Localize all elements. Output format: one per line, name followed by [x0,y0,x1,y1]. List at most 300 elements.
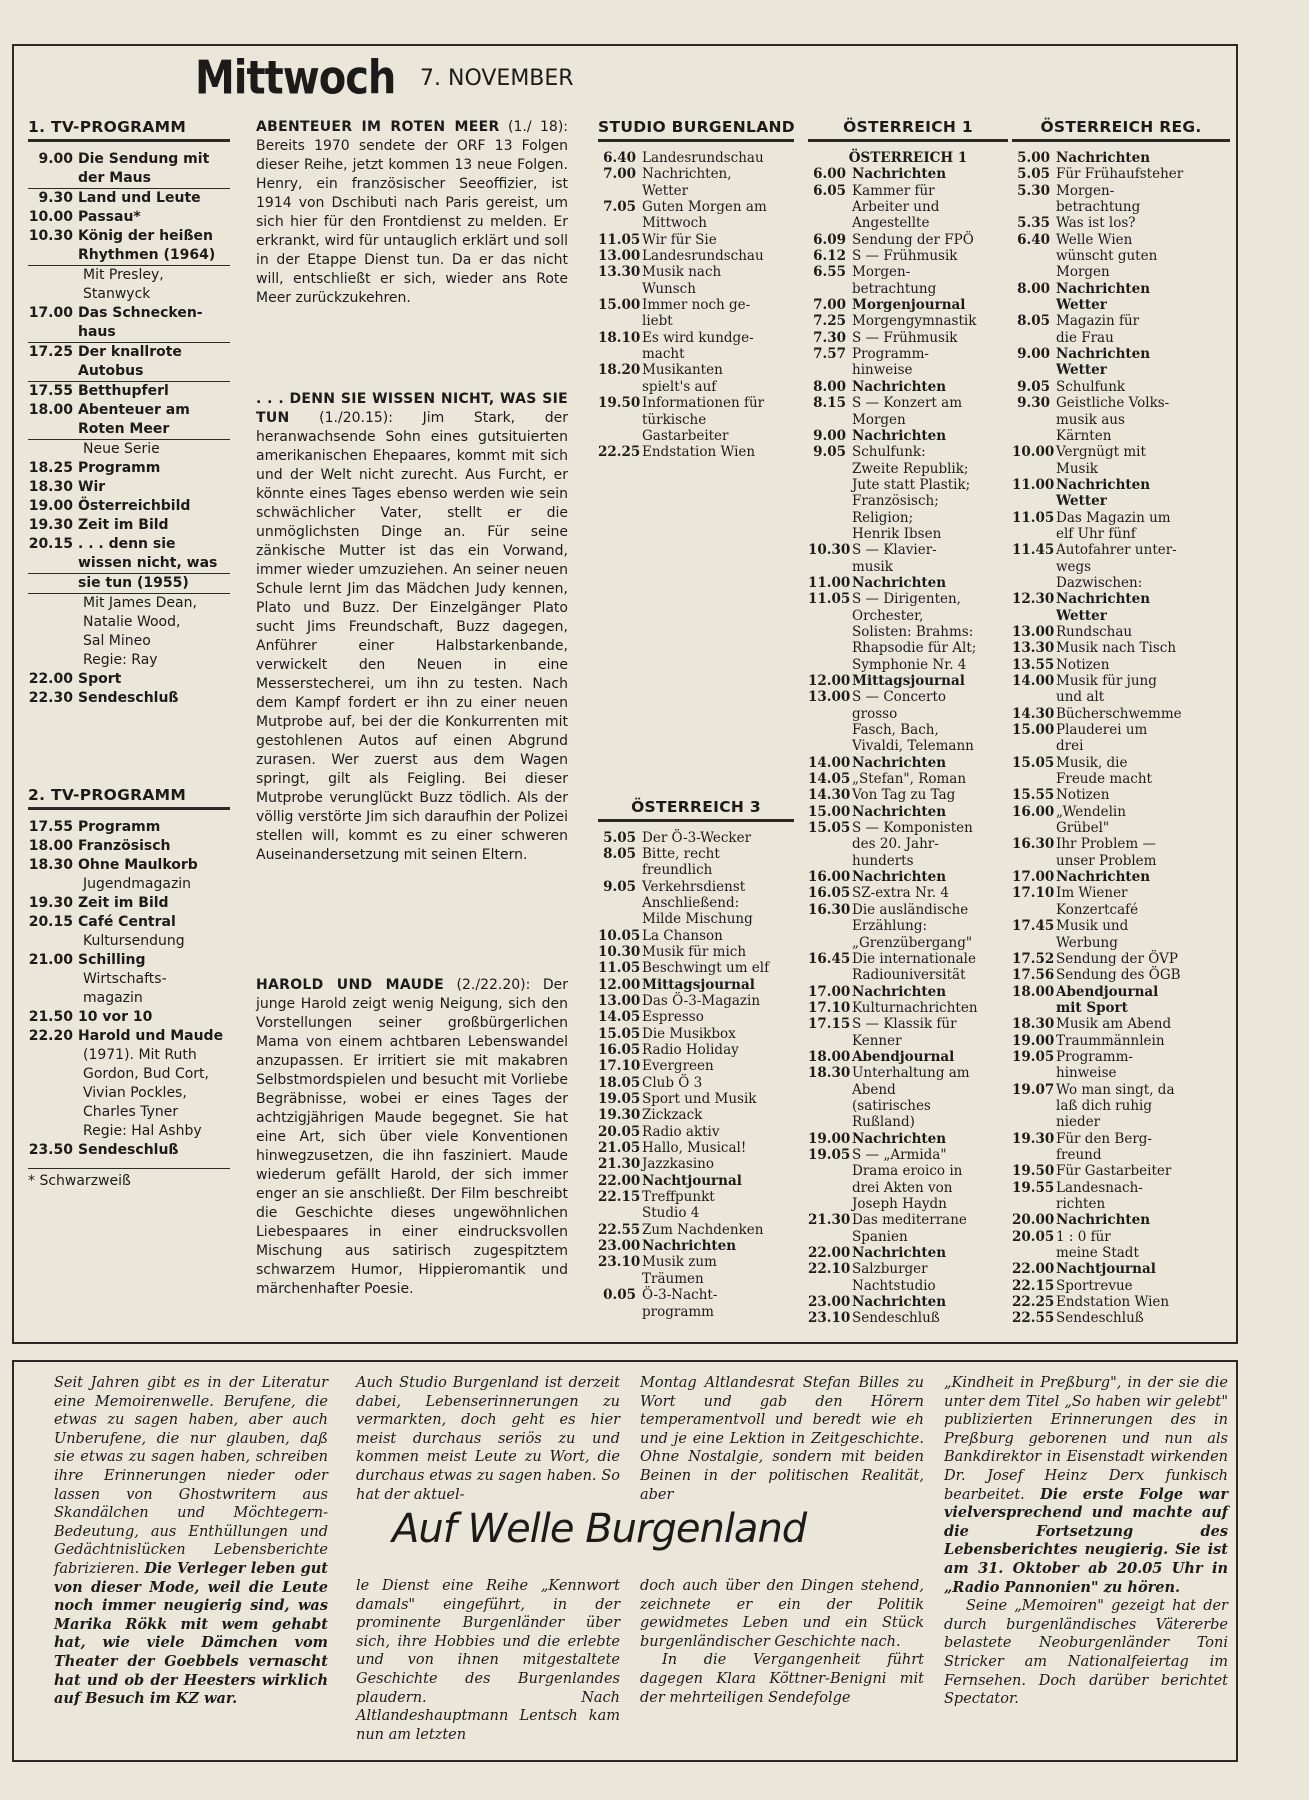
program-title: Schilling [78,952,146,968]
radio-time: 13.00 [808,689,851,706]
radio-time: 13.00 [1012,623,1055,640]
radio-row [808,428,1008,444]
radio-row [1012,183,1230,199]
radio-title: spielt's auf [642,378,717,395]
feature-col2-bottom: le Dienst eine Reihe „Kennwort damals" eingeführt, in der prominente Burgenländer über sich, ihre Hobbies und die erlebte und von ihnen mitgestaltete Geschichte des Burgenlandes plaudern. Nach Altlandeshauptmann Lentsch kam nun am letzten [356,1578,620,1743]
radio-time: 5.35 [1017,215,1050,232]
radio-row [598,1304,794,1320]
radio-time [808,1180,852,1196]
program-row [28,401,230,420]
radio-time: 6.12 [813,248,846,265]
radio-title: Nachrichten [852,1130,947,1147]
radio-title: Nachrichten [1056,150,1151,166]
radio-time [808,510,852,526]
radio-time: 15.05 [808,820,851,837]
program-note: Regie: Hal Ashby [83,1123,202,1139]
radio-row [598,944,794,960]
radio-title: elf Uhr fünf [1056,525,1136,542]
radio-row [808,885,1008,901]
radio-time [1012,575,1056,591]
radio-title: Rhapsodie für Alt; [852,640,977,657]
radio-title: Nachrichten [852,754,947,771]
radio-title: Radiouniversität [852,967,966,984]
radio-time: 7.00 [603,166,636,183]
radio-time [808,1196,852,1212]
radio-title: Vivaldi, Telemann [852,738,974,755]
radio-row [598,1205,794,1221]
radio-title: meine Stadt [1056,1245,1139,1262]
radio-row [1012,330,1230,346]
radio-time [1012,1147,1056,1163]
radio-title: drei [1056,738,1084,755]
radio-title: Wetter [1056,607,1107,624]
radio-row [1012,1196,1230,1212]
radio-title: Schulfunk [1056,378,1126,395]
radio-row [808,722,1008,738]
radio-row [1012,902,1230,918]
radio-title: des 20. Jahr- [852,836,939,853]
article-title: HAROLD UND MAUDE [256,977,445,993]
radio-title: Notizen [1056,787,1110,804]
radio-title: Abendjournal [1056,983,1159,1000]
oe1-column [808,118,1008,1327]
radio-title: Nachrichten [852,1245,947,1262]
radio-title: Musikanten [642,362,723,379]
radio-row [1012,640,1230,656]
radio-time: 5.05 [1017,166,1050,183]
radio-title: Kenner [852,1032,902,1049]
radio-time [808,461,852,477]
feature-col-3a [640,1374,924,1504]
radio-time: 7.30 [813,329,846,346]
radio-row [1012,526,1230,542]
radio-time [1012,738,1056,754]
radio-row [808,836,1008,852]
radio-title: hinweise [852,362,913,379]
radio-time: 9.00 [813,427,846,444]
radio-row [1012,477,1230,493]
oereg-heading: ÖSTERREICH REG. [1012,118,1230,142]
feature-col3-bottom2: In die Vergangenheit führt dagegen Klara Köttner-Benigni mit der mehrteiligen Sendefolge [640,1652,924,1706]
radio-title: nieder [1056,1114,1101,1131]
radio-time: 9.05 [1017,378,1050,395]
program-row [28,574,230,594]
radio-time: 15.00 [808,803,851,820]
feature-col3-top: Montag Altlandesrat Stefan Billes zu Wort und gab den Hörern temperamentvoll und beredt wie eh und je eine Lektion in Zeitgeschichte. Ohne Nostalgie, sondern mit beiden Beinen in der politischen Realität, aber [640,1375,924,1503]
radio-time: 22.25 [1012,1294,1055,1311]
radio-title: Mittwoch [642,215,707,232]
radio-title: Jute statt Plastik; [852,476,971,493]
program-time [28,323,78,342]
radio-row [1012,461,1230,477]
radio-time: 8.05 [603,845,636,862]
program-row [28,818,230,837]
program-time: 10.00 [28,209,73,225]
program-time: 18.00 [28,402,73,418]
radio-time [808,738,852,754]
program-time: 18.25 [28,460,73,476]
radio-time: 22.15 [598,1189,641,1206]
radio-title: Träumen [642,1270,704,1287]
radio-row [808,1310,1008,1326]
radio-row [598,395,794,411]
radio-title: Religion; [852,509,914,526]
radio-title: Morgen- [1056,182,1115,199]
program-title: Rhythmen (1964) [78,247,216,263]
program-note: Mit Presley, [83,267,164,283]
radio-time: 18.00 [808,1048,851,1065]
radio-row [1012,346,1230,362]
radio-row [808,640,1008,656]
radio-time: 5.30 [1017,182,1050,199]
program-row [28,150,230,169]
radio-row [808,1196,1008,1212]
radio-row [598,444,794,460]
radio-row [1012,755,1230,771]
radio-title: Milde Mischung [642,911,753,928]
radio-row [808,657,1008,673]
radio-time: 20.00 [1012,1212,1055,1229]
program-title: Betthupferl [78,383,169,399]
program-row [28,169,230,189]
radio-title: Kammer für [852,182,935,199]
radio-time: 7.05 [603,199,636,216]
program-title: Das Schnecken- [78,305,203,321]
radio-time: 6.00 [813,166,846,183]
radio-time [1012,1065,1056,1081]
radio-title: musik [852,558,893,575]
radio-title: Sport und Musik [642,1091,757,1108]
radio-row [808,591,1008,607]
radio-row [808,1033,1008,1049]
radio-title: Was ist los? [1056,215,1136,232]
article-abenteuer [256,118,568,390]
radio-time: 6.09 [813,231,846,248]
program-title: Sport [78,671,122,687]
radio-title: freund [1056,1146,1102,1163]
radio-time: 7.57 [813,346,846,363]
radio-time: 6.05 [813,182,846,199]
radio-row [598,428,794,444]
program-time: 18.00 [28,838,73,854]
radio-row [1012,1098,1230,1114]
radio-row [808,771,1008,787]
radio-time: 17.00 [808,983,851,1000]
radio-row [808,755,1008,771]
radio-time: 19.00 [808,1130,851,1147]
tv1-list [28,150,230,708]
radio-time: 0.05 [603,1287,636,1304]
radio-title: S — Frühmusik [852,248,958,265]
radio-row [1012,575,1230,591]
radio-row [1012,673,1230,689]
feature-col1-bold: Die Verleger leben gut von dieser Mode, weil die Leute noch immer neugierig sind, was Marika Rökk mit wem gehabt hat, wie viele Dämchen vom Theater der Goebbels vernascht hat und ob der Heesters wirklich auf Besuch im KZ war. [54,1559,328,1708]
tv1-heading: 1. TV-PROGRAMM [28,118,230,142]
radio-time [808,199,852,215]
radio-title: SZ-extra Nr. 4 [852,885,949,902]
program-note: Regie: Ray [83,652,158,668]
radio-time: 11.05 [598,231,641,248]
radio-title: freundlich [642,862,713,879]
radio-row [598,1254,794,1270]
program-row [28,516,230,535]
radio-row [808,346,1008,362]
radio-time [1012,902,1056,918]
radio-time [808,559,852,575]
program-row [28,343,230,362]
radio-row [598,1009,794,1025]
radio-row [808,477,1008,493]
radio-row [598,879,794,895]
radio-title: Studio 4 [642,1205,700,1222]
radio-time [1012,1245,1056,1261]
radio-row [598,1173,794,1189]
radio-time [598,379,642,395]
radio-time [808,624,852,640]
radio-title: S — Klavier- [852,542,937,559]
radio-row [1012,428,1230,444]
radio-row [598,1026,794,1042]
radio-row [1012,1016,1230,1032]
radio-row [808,362,1008,378]
radio-title: Die internationale [852,950,976,967]
program-note: Sal Mineo [83,633,151,649]
radio-title: S — „Armida" [852,1146,947,1163]
radio-time: 16.30 [808,901,851,918]
program-title: Sendeschluß [78,690,179,706]
radio-title: (satirisches [852,1097,931,1114]
program-note: Kultursendung [83,933,185,949]
radio-title: S — Concerto [852,689,947,706]
program-note: Vivian Pockles, [83,1085,187,1101]
program-time [28,169,78,188]
radio-row [1012,738,1230,754]
radio-time: 11.00 [808,574,851,591]
radio-time: 17.52 [1012,950,1055,967]
radio-title: Traummännlein [1056,1032,1165,1049]
oe3-heading: ÖSTERREICH 3 [598,798,794,822]
radio-row [808,313,1008,329]
program-row [28,459,230,478]
radio-time: 17.45 [1012,918,1055,935]
radio-time: 21.05 [598,1140,641,1157]
program-title: Land und Leute [78,190,201,206]
program-time: 17.55 [28,383,73,399]
radio-title: Von Tag zu Tag [852,787,956,804]
radio-time: 23.00 [598,1238,641,1255]
radio-title: Der Ö-3-Wecker [642,829,752,846]
oe1-heading: ÖSTERREICH 1 [808,118,1008,142]
radio-time [598,346,642,362]
program-time: 17.00 [28,305,73,321]
radio-time: 15.00 [1012,722,1055,739]
radio-row [598,1222,794,1238]
radio-row [808,1000,1008,1016]
articles-column [256,118,568,1299]
radio-row [808,1212,1008,1228]
radio-row [1012,1229,1230,1245]
radio-row [808,199,1008,215]
radio-title: Gastarbeiter [642,427,729,444]
feature-headline: Auf Welle Burgenland [392,1506,807,1552]
program-time [28,246,78,265]
radio-title: hunderts [852,852,914,869]
radio-title: Geistliche Volks- [1056,395,1170,412]
radio-title: Nachrichten [642,1238,737,1255]
radio-time [598,215,642,231]
radio-time [1012,1196,1056,1212]
feature-col-3b [640,1577,924,1707]
radio-time: 7.25 [813,313,846,330]
radio-time: 22.25 [598,444,641,461]
radio-time [808,1098,852,1114]
feature-col3-bottom: doch auch über den Dingen stehend, zeichnete er ein der Politik gewidmetes Leben und ein Stück burgenländischer Geschichte nach. [640,1578,924,1650]
radio-time [1012,820,1056,836]
radio-title: Nachrichten [852,427,947,444]
radio-row [808,248,1008,264]
radio-row [1012,608,1230,624]
program-title: Die Sendung mit [78,151,210,167]
program-title: Französisch [78,838,171,854]
radio-row [1012,820,1230,836]
radio-row [808,542,1008,558]
radio-row [598,313,794,329]
radio-row [808,1245,1008,1261]
program-time: 18.30 [28,857,73,873]
radio-title: Das Ö-3-Magazin [642,992,761,1009]
radio-time: 22.00 [1012,1261,1055,1278]
program-title: wissen nicht, was [78,555,218,571]
program-time: 10.30 [28,228,73,244]
radio-time: 19.50 [1012,1163,1055,1180]
radio-time: 16.00 [808,869,851,886]
radio-row [808,526,1008,542]
radio-row [598,895,794,911]
footnote: * Schwarzweiß [28,1168,230,1189]
program-row [28,362,230,382]
radio-row [808,166,1008,182]
radio-title: wegs [1056,558,1092,575]
radio-row [808,1065,1008,1081]
radio-time: 11.45 [1012,542,1055,559]
program-title: Programm [78,460,161,476]
radio-row [808,624,1008,640]
radio-title: Kulturnachrichten [852,999,978,1016]
program-row [28,554,230,574]
radio-row [598,960,794,976]
radio-title: Musik für mich [642,943,747,960]
radio-title: Nachrichten [852,983,947,1000]
radio-time [808,1114,852,1130]
program-time [28,574,78,593]
radio-time [808,215,852,231]
radio-time [808,362,852,378]
radio-time: 10.00 [1012,444,1055,461]
radio-row [1012,1131,1230,1147]
radio-row [1012,935,1230,951]
feature-col4-bold: Die erste Folge war vielversprechend und machte auf die Fortsetzung des Lebensberichtes neugierig. Sie ist am 31. Oktober ab 20.05 Uhr in „Radio Pannonien" zu hören. [944,1485,1228,1596]
program-row [28,837,230,856]
radio-row [808,673,1008,689]
radio-title: Welle Wien [1056,231,1133,248]
radio-row [598,1271,794,1287]
oe3-list [598,830,794,1320]
program-note: Gordon, Bud Cort, [83,1066,209,1082]
radio-time [1012,853,1056,869]
program-title: Ohne Maulkorb [78,857,198,873]
radio-title: S — Konzert am [852,395,962,412]
radio-time: 13.30 [1012,640,1055,657]
radio-time: 19.30 [1012,1130,1055,1147]
radio-time: 15.05 [598,1025,641,1042]
radio-title: Bücherschwemme [1056,705,1182,722]
radio-title: Landesrundschau [642,150,764,166]
radio-row [598,362,794,378]
radio-title: Zweite Republik; [852,460,969,477]
radio-title: betrachtung [852,280,937,297]
radio-row [1012,395,1230,411]
radio-row [598,1042,794,1058]
radio-title: Erzählung: [852,918,928,935]
radio-title: Bitte, recht [642,845,720,862]
radio-title: Musik [1056,460,1098,477]
radio-row [1012,150,1230,166]
radio-time: 16.05 [598,1042,641,1058]
radio-title: Im Wiener [1056,885,1128,902]
radio-title: Das Magazin um [1056,509,1171,526]
program-time: 22.20 [28,1028,73,1044]
radio-row [598,1091,794,1107]
program-row [28,497,230,516]
program-note: Charles Tyner [83,1104,179,1120]
program-title: Wir [78,479,106,495]
radio-row [1012,362,1230,378]
radio-time: 16.45 [808,950,851,967]
radio-row [1012,1294,1230,1310]
feature-col-1 [54,1374,328,1709]
radio-title: macht [642,346,685,363]
radio-row [598,183,794,199]
radio-title: Nachrichten [852,1294,947,1311]
radio-time: 22.55 [1012,1310,1055,1327]
radio-row [1012,444,1230,460]
radio-title: La Chanson [642,927,723,944]
radio-row [1012,706,1230,722]
radio-title: Nachrichten, [642,166,732,183]
radio-row [1012,771,1230,787]
radio-time [1012,771,1056,787]
program-row [28,189,230,208]
radio-row [1012,1147,1230,1163]
day-title: Mittwoch [195,52,396,105]
radio-row [1012,248,1230,264]
oereg-list [1012,150,1230,1327]
radio-time [598,313,642,329]
radio-title: S — Klassik für [852,1016,957,1033]
radio-time [598,412,642,428]
radio-row [598,346,794,362]
radio-title: S — Dirigenten, [852,591,961,608]
radio-title: Nachrichten [1056,280,1151,297]
program-title: Zeit im Bild [78,895,169,911]
radio-title: Musik und [1056,918,1129,935]
radio-title: Wunsch [642,280,696,297]
radio-time: 14.00 [1012,673,1055,689]
radio-time: 5.05 [603,829,636,846]
radio-row [1012,199,1230,215]
radio-title: Nachrichten [852,166,947,183]
program-note: Jugendmagazin [83,876,192,892]
